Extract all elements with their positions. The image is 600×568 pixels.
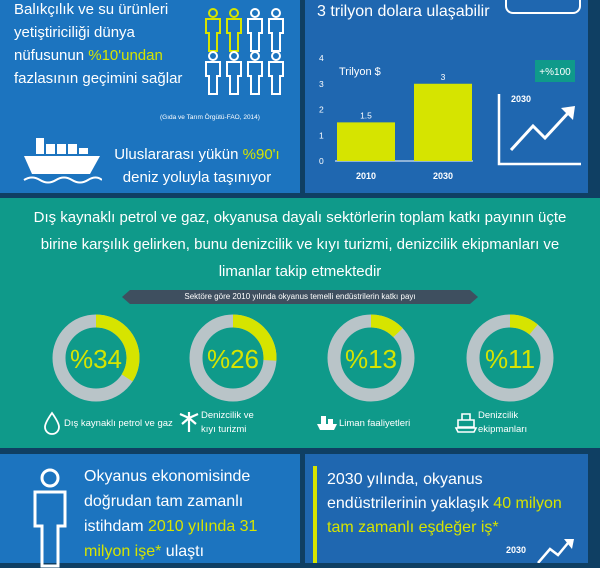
shipping-text-end: deniz yoluyla taşınıyor	[122, 169, 272, 186]
donut-value: %26	[206, 344, 260, 374]
sector-label: Dış kaynaklı petrol ve gaz	[64, 418, 173, 429]
sector-label: Denizcilik ve	[201, 410, 254, 421]
employment-text	[84, 464, 294, 564]
revenue-bar-chart	[305, 40, 505, 190]
donut-value: %11	[484, 344, 536, 374]
bar	[337, 122, 395, 161]
donut-value: %34	[69, 344, 123, 374]
future-jobs-panel	[305, 454, 588, 563]
y-tick-label: 0	[319, 156, 324, 166]
corner-year-text: 2030	[506, 545, 527, 555]
y-tick-label: 4	[319, 53, 324, 63]
box-icon	[505, 0, 581, 14]
port-ship-icon	[317, 416, 337, 430]
people-icon	[203, 8, 287, 96]
future-jobs-highlight: 40 milyon tam zamanlı eşdeğer iş*	[327, 495, 562, 536]
person-icon	[30, 468, 70, 568]
bar-value-label: 1.5	[360, 110, 372, 121]
bar	[414, 84, 472, 161]
y-tick-label: 1	[319, 130, 324, 141]
shipping-text	[104, 143, 290, 189]
y-tick-label: 2	[319, 104, 324, 115]
bar-value-label: 3	[440, 71, 446, 82]
fisheries-text-end: fazlasının geçimini sağlar	[14, 70, 183, 87]
y-tick-label: 3	[319, 78, 324, 89]
sector-label-line2: kıyı turizmi	[201, 424, 247, 435]
x-tick-label: 2010	[355, 171, 377, 181]
corner-growth-icon	[488, 535, 588, 563]
shipping-highlight: %90'ı	[242, 146, 280, 163]
fisheries-text-start: Balıkçılık ve su ürünleri yetiştiriciliği dünya nüfusunun	[14, 1, 169, 64]
future-jobs-text	[327, 468, 577, 540]
palm-tree-icon	[180, 412, 198, 432]
economy-headline: 3 trilyon dolara ulaşabilir	[317, 3, 490, 20]
x-tick-label: 2030	[432, 171, 454, 181]
sectors-ribbon: Sektöre göre 2010 yılında okyanus temelli endüstrilerin katkı payı	[130, 290, 470, 304]
fisheries-panel	[0, 0, 300, 193]
employment-highlight: 2010 yılında 31 milyon işe*	[84, 518, 258, 560]
economy-panel	[305, 0, 588, 193]
donut-value: %13	[344, 344, 398, 374]
future-jobs-text-start: 2030 yılında, okyanus endüstrilerinin yaklaşık	[327, 471, 494, 512]
growth-year-text: 2030	[511, 94, 532, 104]
equipment-icon	[456, 414, 476, 432]
source-note: (Gıda ve Tarım Örgütü-FAO, 2014)	[160, 114, 260, 121]
ship-icon	[22, 134, 102, 188]
sector-donuts	[0, 310, 600, 450]
sector-label: Denizcilik	[478, 410, 519, 421]
growth-badge-text: +%100	[539, 67, 571, 78]
employment-panel	[0, 454, 300, 563]
sector-label-line2: ekipmanları	[478, 424, 528, 435]
fisheries-text	[14, 0, 189, 90]
sector-label: Liman faaliyetleri	[339, 418, 411, 429]
sectors-panel	[0, 198, 600, 448]
accent-divider	[313, 466, 317, 563]
fisheries-highlight: %10'undan	[88, 47, 163, 64]
shipping-text-start: Uluslararası yükün	[114, 146, 243, 163]
growth-arrow-icon	[497, 56, 583, 168]
y-axis-label: Trilyon $	[339, 66, 381, 78]
employment-text-end: ulaştı	[161, 543, 205, 560]
oil-drop-icon	[45, 413, 59, 434]
employment-text-start: Okyanus ekonomisinde doğrudan tam zamanlı istihdam	[84, 468, 251, 535]
sectors-intro: Dış kaynaklı petrol ve gaz, okyanusa dayalı sektörlerin toplam katkı payının üçte birine karşılık gelirken, bunu denizcilik ve kıyı turizmi, denizcilik ekipmanları ve limanlar takip etmektedir	[33, 209, 567, 280]
